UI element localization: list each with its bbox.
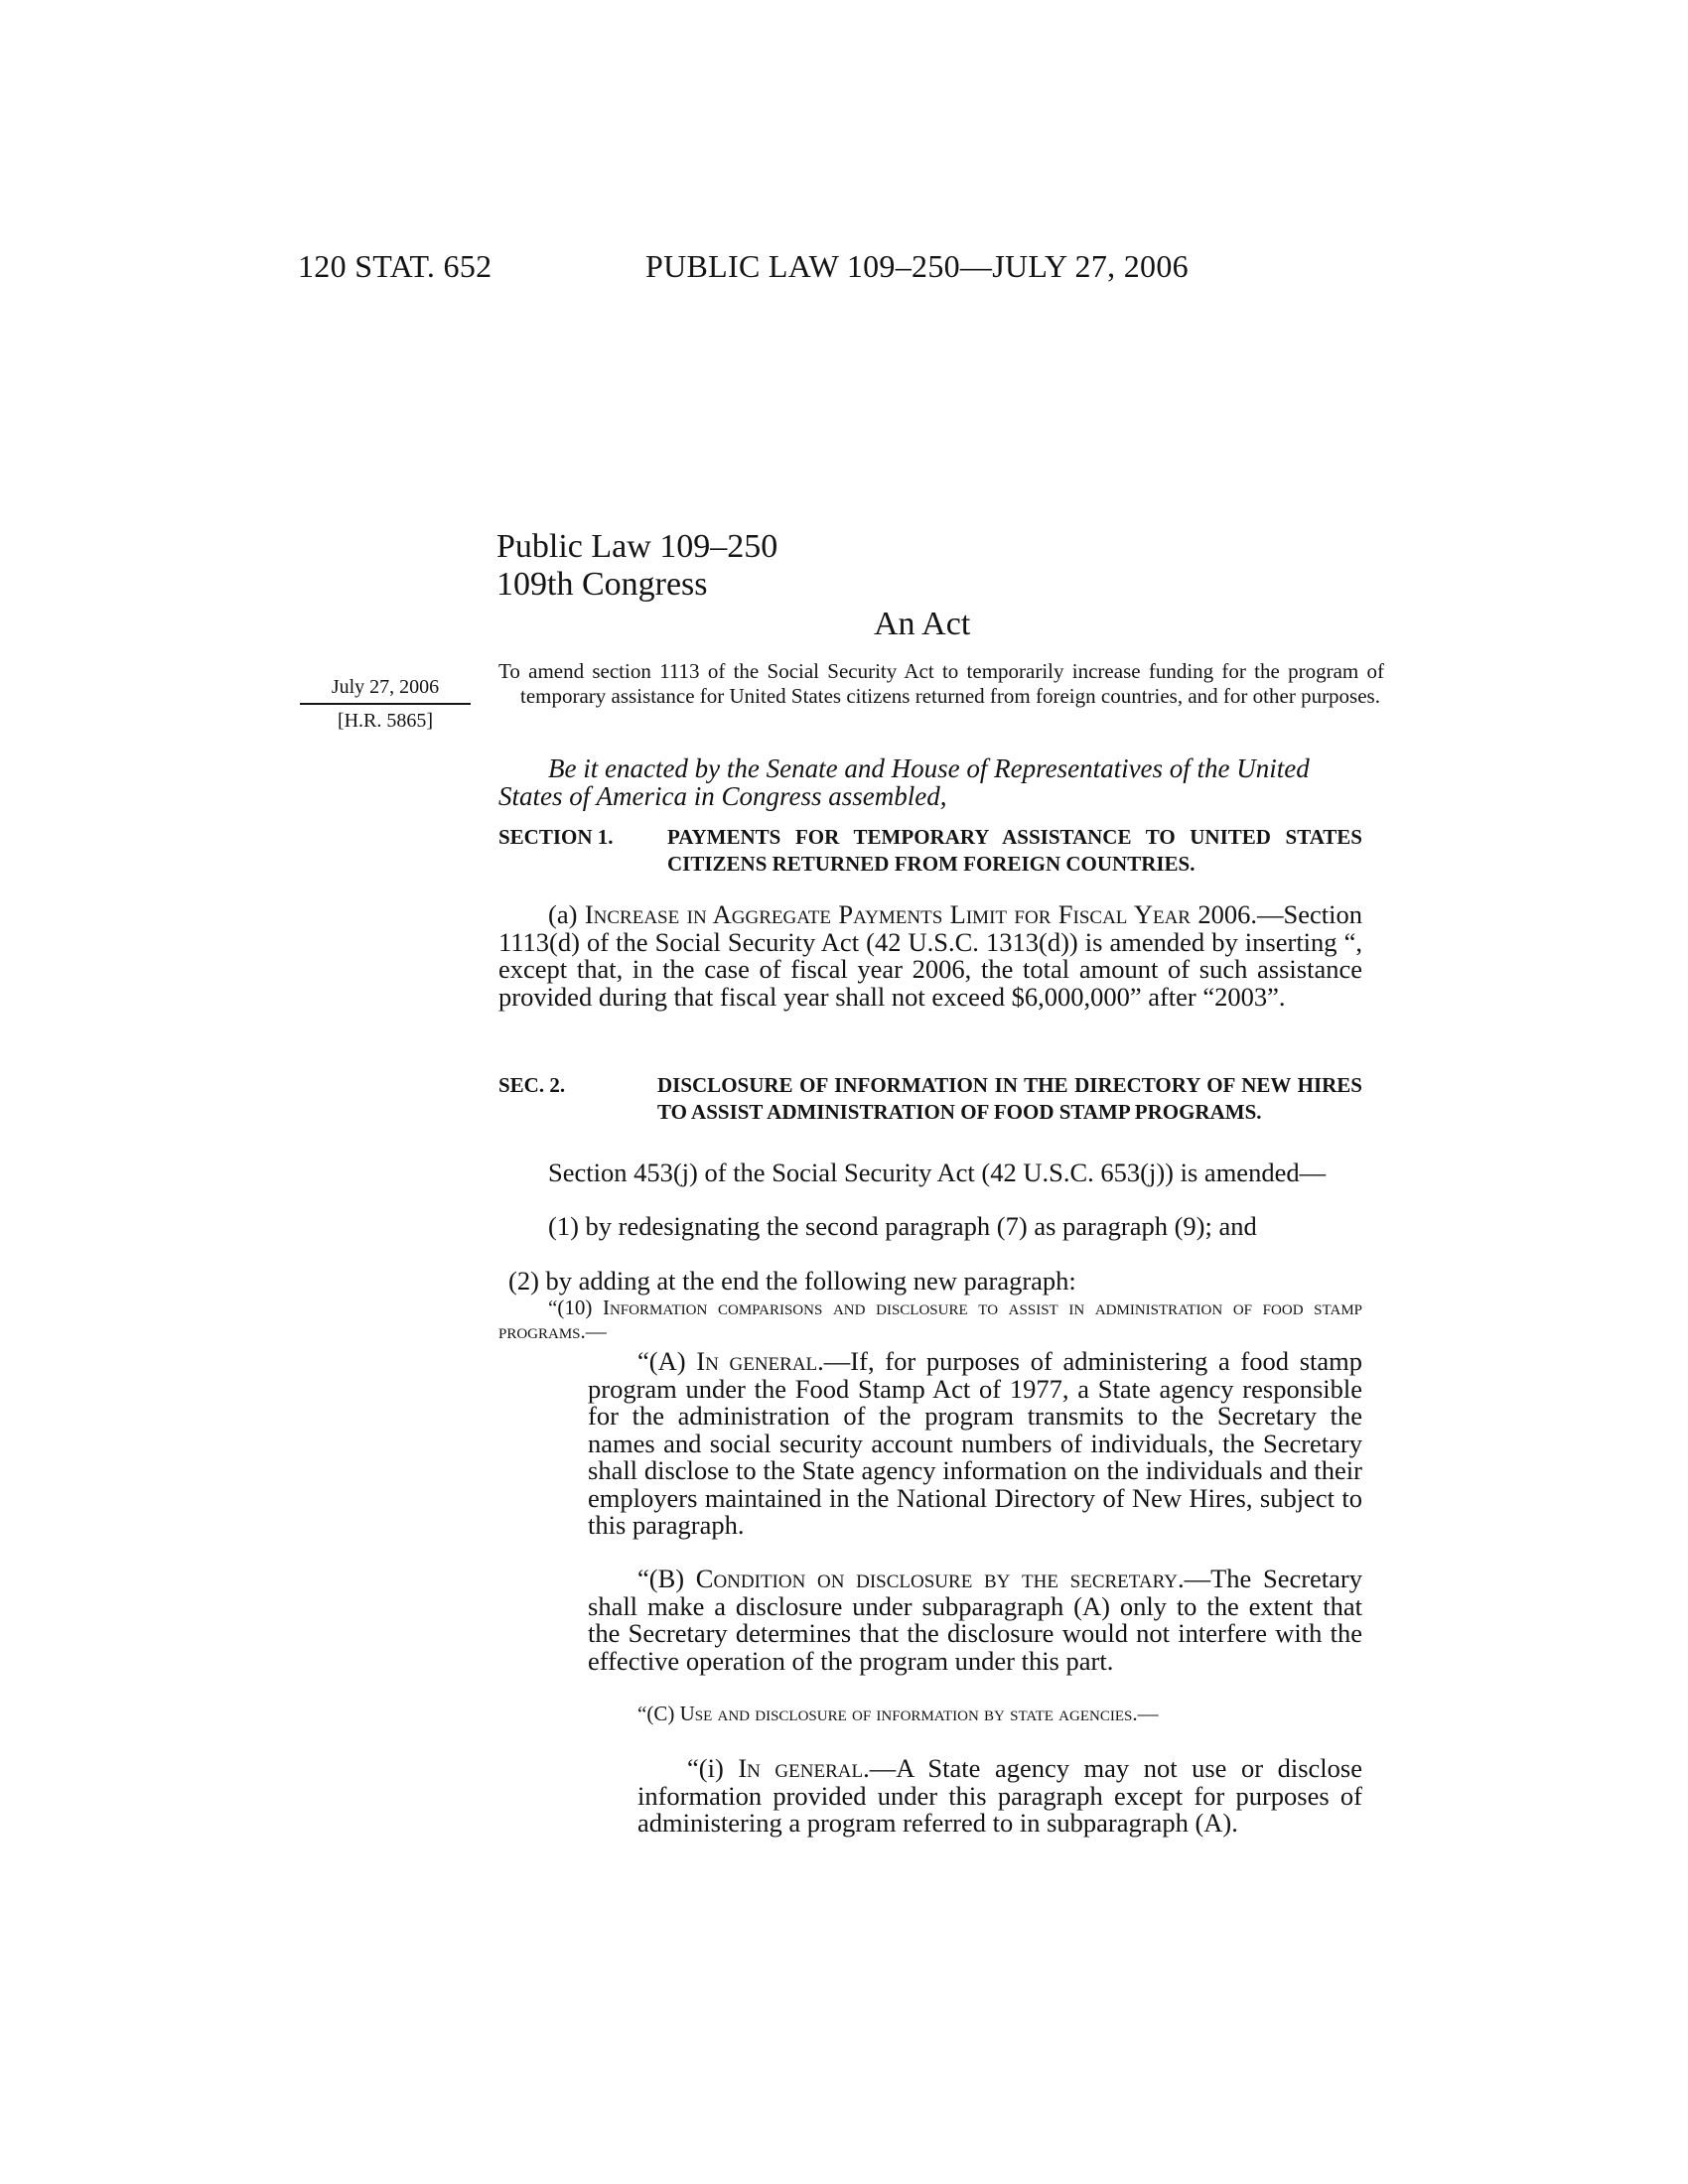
section-1-number: SECTION 1. (498, 825, 614, 849)
congress: 109th Congress (496, 566, 708, 603)
section-1-subsection-a (498, 901, 1362, 1011)
subparagraph-a-text: —If, for purposes of administering a food stamp program under the Food Stamp Act of 1977, a State agency responsible for the administration of the program transmits to the Secretary the names and social security account numbers of individuals, the Secretary shall disclose to the State agency information on the individuals and their employers maintained in the National Directory of New Hires, subject to this paragraph. (588, 1346, 1363, 1540)
subparagraph-b (588, 1566, 1362, 1675)
paragraph-10-title: Information comparisons and disclosure to assist in administration of food stamp programs. (498, 1296, 1362, 1343)
subparagraph-a-heading: In general. (696, 1346, 824, 1376)
purpose-statement: To amend section 1113 of the Social Security Act to temporarily increase funding for the program of temporary assistance for United States citizens returned from foreign countries, and for other purposes. (498, 659, 1384, 708)
section-2-title: DISCLOSURE OF INFORMATION IN THE DIRECTORY OF NEW HIRES TO ASSIST ADMINISTRATION OF FOOD STAMP PROGRAMS. (657, 1073, 1362, 1124)
subparagraph-a-label: “(A) (637, 1346, 686, 1376)
subparagraph-b-label: “(B) (637, 1564, 685, 1593)
section-1-heading (498, 824, 1362, 878)
margin-note-rule (300, 703, 471, 705)
clause-c-i-heading: In general. (738, 1753, 870, 1783)
clause-c-i-label: “(i) (687, 1753, 724, 1783)
running-head: PUBLIC LAW 109–250—JULY 27, 2006 (645, 248, 1189, 284)
subsection-a-label: (a) (548, 899, 578, 929)
subparagraph-c-dash: — (1137, 1702, 1159, 1725)
page-stat-citation: 120 STAT. 652 (298, 248, 492, 284)
subparagraph-b-text: —The Secretary shall make a disclosure under subparagraph (A) only to the extent that the Secretary determines that the disclosure would not interfere with the effective operation of the program under this part. (588, 1564, 1363, 1676)
clause-c-i-text: —A State agency may not use or disclose information provided under this paragraph except for purposes of administering a program referred to in subparagraph (A). (637, 1753, 1362, 1838)
amendment-item-1: (1) by redesignating the second paragraph (7) as paragraph (9); and (548, 1211, 1257, 1241)
law-title-block (496, 528, 777, 604)
paragraph-10-heading (498, 1296, 1362, 1343)
subsection-a-heading: Increase in Aggregate Payments Limit for Fiscal Year 2006. (584, 899, 1257, 929)
paragraph-10-dash: — (585, 1319, 607, 1343)
section-2-number: SEC. 2. (498, 1073, 566, 1097)
section-2-heading (498, 1072, 1362, 1126)
amendment-item-2: (2) by adding at the end the following new paragraph: (508, 1266, 1076, 1296)
bill-number: [H.R. 5865] (337, 710, 434, 732)
subparagraph-b-heading: Condition on disclosure by the secretary. (695, 1564, 1185, 1593)
law-number: Public Law 109–250 (496, 528, 778, 565)
enacting-clause: Be it enacted by the Senate and House of Representatives of the United States of America in Congress assembled, (498, 753, 1310, 811)
subparagraph-a (588, 1348, 1362, 1540)
clause-c-i (637, 1755, 1362, 1838)
subparagraph-c-label: “(C) (637, 1702, 675, 1725)
subparagraph-c-heading (588, 1702, 1362, 1725)
section-2-intro: Section 453(j) of the Social Security Act (42 U.S.C. 653(j)) is amended— (548, 1158, 1327, 1187)
subsection-a-text: —Section 1113(d) of the Social Security Act (42 U.S.C. 1313(d)) is amended by inserting “, except that, in the case of fiscal year 2006, the total amount of such assistance provided during that fiscal year shall not exceed $6,000,000” after “2003”. (498, 899, 1362, 1012)
subparagraph-c-title: Use and disclosure of information by state agencies. (679, 1702, 1138, 1725)
enactment-date: July 27, 2006 (331, 676, 440, 698)
margin-note (300, 673, 471, 735)
section-1-title: PAYMENTS FOR TEMPORARY ASSISTANCE TO UNITED STATES CITIZENS RETURNED FROM FOREIGN COUNTRIES. (667, 825, 1362, 876)
an-act-heading: An Act (874, 606, 971, 642)
paragraph-10-label: “(10) (548, 1296, 593, 1319)
